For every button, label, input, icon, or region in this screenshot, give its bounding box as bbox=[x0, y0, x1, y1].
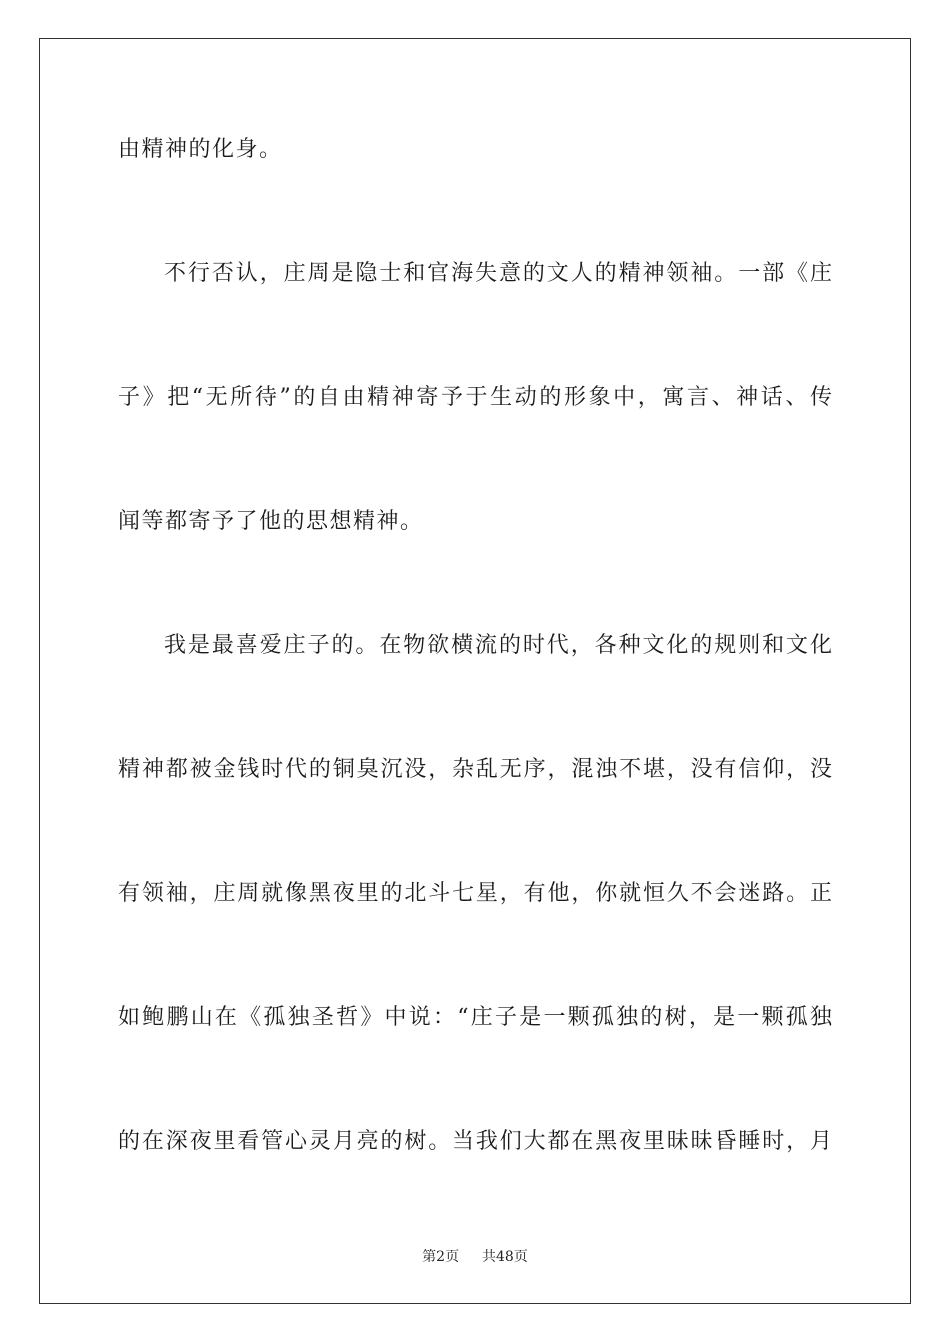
text-line-5: 我是最喜爱庄子的。在物欲横流的时代，各种文化的规则和文化 bbox=[164, 633, 832, 658]
text-line-6: 精神都被金钱时代的铜臭沉没，杂乱无序，混浊不堪，没有信仰，没 bbox=[118, 757, 832, 782]
page-number: 第2页 bbox=[422, 1249, 460, 1265]
text-line-8: 如鲍鹏山在《孤独圣哲》中说：“庄子是一颗孤独的树，是一颗孤独 bbox=[118, 1005, 832, 1030]
text-line-3: 子》把“无所待”的自由精神寄予于生动的形象中，寓言、神话、传 bbox=[118, 385, 832, 410]
text-line-7: 有领袖，庄周就像黑夜里的北斗七星，有他，你就恒久不会迷路。正 bbox=[118, 881, 832, 906]
text-line-2: 不行否认，庄周是隐士和官海失意的文人的精神领袖。一部《庄 bbox=[164, 261, 832, 286]
text-line-9: 的在深夜里看管心灵月亮的树。当我们大都在黑夜里昧昧昏睡时，月 bbox=[118, 1129, 832, 1154]
page-total: 共48页 bbox=[482, 1249, 528, 1265]
page-footer bbox=[0, 1248, 950, 1266]
page-border bbox=[39, 38, 911, 1304]
text-line-1: 由精神的化身。 bbox=[118, 137, 283, 162]
text-line-4: 闻等都寄予了他的思想精神。 bbox=[118, 509, 424, 534]
